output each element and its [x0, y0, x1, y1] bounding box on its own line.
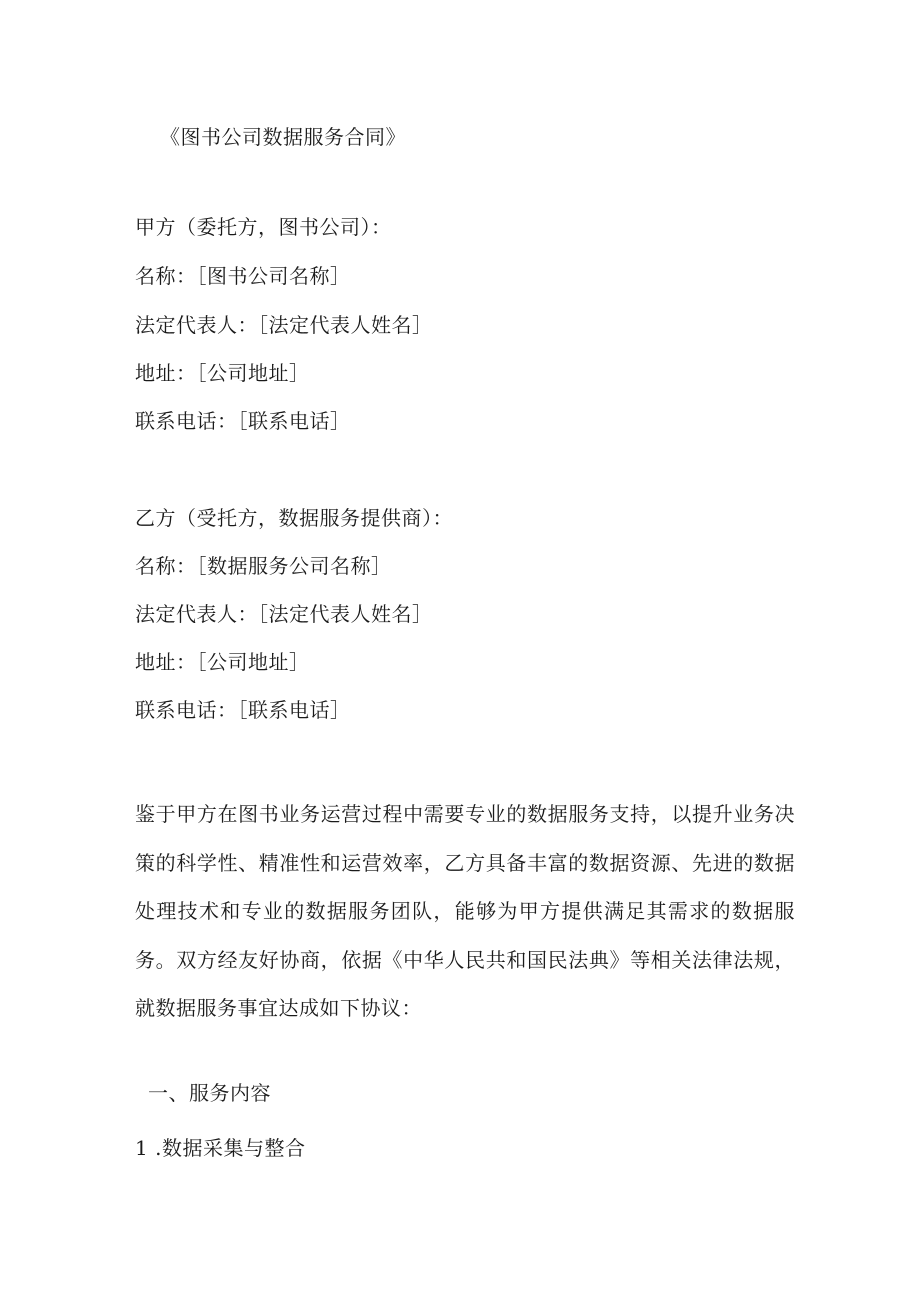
party-a-heading: 甲方（委托方，图书公司）： — [135, 215, 392, 239]
party-b-heading: 乙方（受托方，数据服务提供商）： — [135, 506, 453, 530]
party-b-phone: 联系电话：［联系电话］ — [135, 698, 351, 722]
party-b-representative: 法定代表人：［法定代表人姓名］ — [135, 602, 433, 626]
section-heading-service-content: 一、服务内容 — [148, 1081, 271, 1105]
item-data-collection: 1 .数据采集与整合 — [135, 1136, 306, 1160]
preamble-paragraph: 鉴于甲方在图书业务运营过程中需要专业的数据服务支持，以提升业务决策的科学性、精准性和运营效率，乙方具备丰富的数据资源、先进的数据处理技术和专业的数据服务团队，能够为甲方提供满足其需求的数据服务。双方经友好协商，依据《中华人民共和国民法典》等相关法律法规，就数据服务事宜达成如下协议： — [135, 802, 795, 1020]
party-a-address: 地址：［公司地址］ — [135, 361, 310, 385]
party-b-address: 地址：［公司地址］ — [135, 650, 310, 674]
party-a-phone: 联系电话：［联系电话］ — [135, 409, 351, 433]
party-a-representative: 法定代表人：［法定代表人姓名］ — [135, 313, 433, 337]
party-a-name: 名称：［图书公司名称］ — [135, 264, 351, 288]
party-b-name: 名称：［数据服务公司名称］ — [135, 554, 392, 578]
document-title: 《图书公司数据服务合同》 — [160, 125, 406, 149]
